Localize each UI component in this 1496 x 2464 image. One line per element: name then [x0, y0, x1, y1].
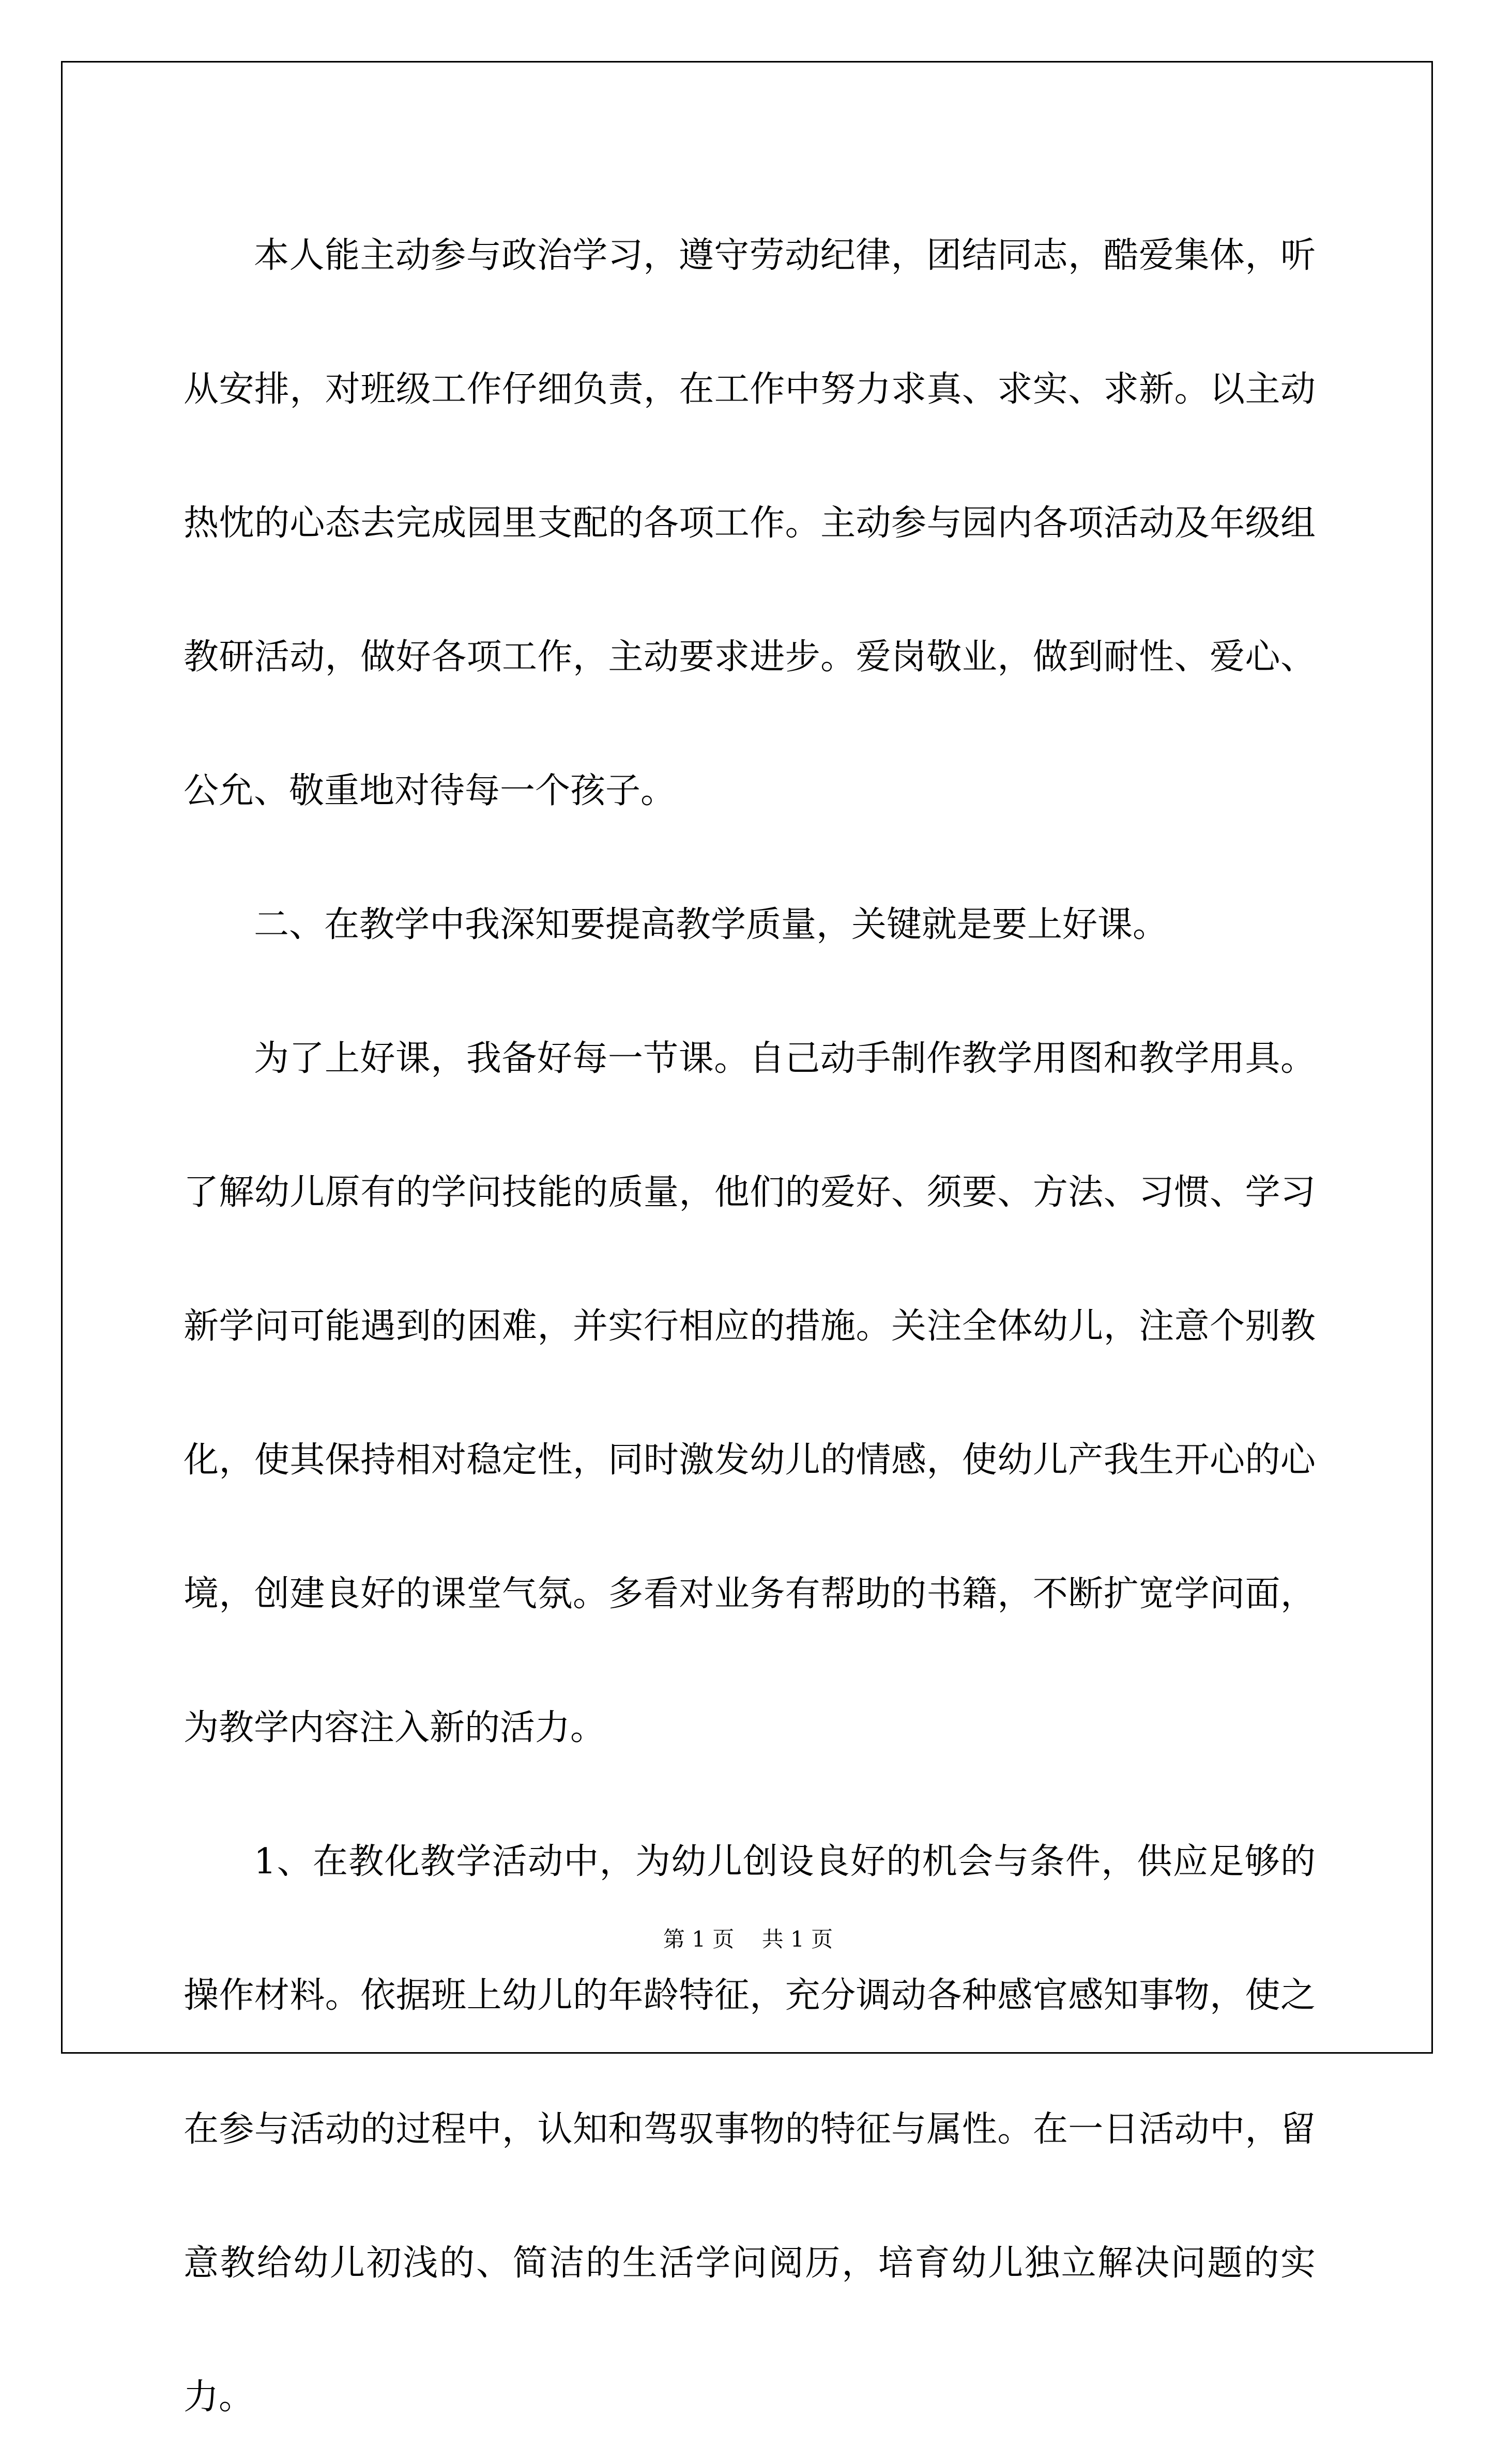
- document-body: [184, 189, 1316, 2464]
- paragraph-3: 为了上好课，我备好每一节课。自己动手制作教学用图和教学用具。了解幼儿原有的学问技能的质量，他们的爱好、须要、方法、习惯、学习新学问可能遇到的困难，并实行相应的措施。关注全体幼儿，注意个别教化，使其保持相对稳定性，同时激发幼儿的情感，使幼儿产我生开心的心境，创建良好的课堂气氛。多看对业务有帮助的书籍，不断扩宽学问面，为教学内容注入新的活力。: [184, 1038, 1316, 1748]
- paragraph-4: 1、在教化教学活动中，为幼儿创设良好的机会与条件，供应足够的操作材料。依据班上幼儿的年龄特征，充分调动各种感官感知事物，使之在参与活动的过程中，认知和驾驭事物的特征与属性。在一日活动中，留意教给幼儿初浅的、简洁的生活学问阅历，培育幼儿独立解决问题的实力。: [184, 1841, 1316, 2417]
- paragraph-1: 本人能主动参与政治学习，遵守劳动纪律，团结同志，酷爱集体，听从安排，对班级工作仔细负责，在工作中努力求真、求实、求新。以主动热忱的心态去完成园里支配的各项工作。主动参与园内各项活动及年级组教研活动，做好各项工作，主动要求进步。爱岗敬业，做到耐性、爱心、公允、敬重地对待每一个孩子。: [184, 235, 1316, 811]
- paragraph-2: 二、在教学中我深知要提高教学质量，关键就是要上好课。: [254, 904, 1168, 945]
- page-number-footer: 第 1 页 共 1 页: [663, 1927, 833, 1952]
